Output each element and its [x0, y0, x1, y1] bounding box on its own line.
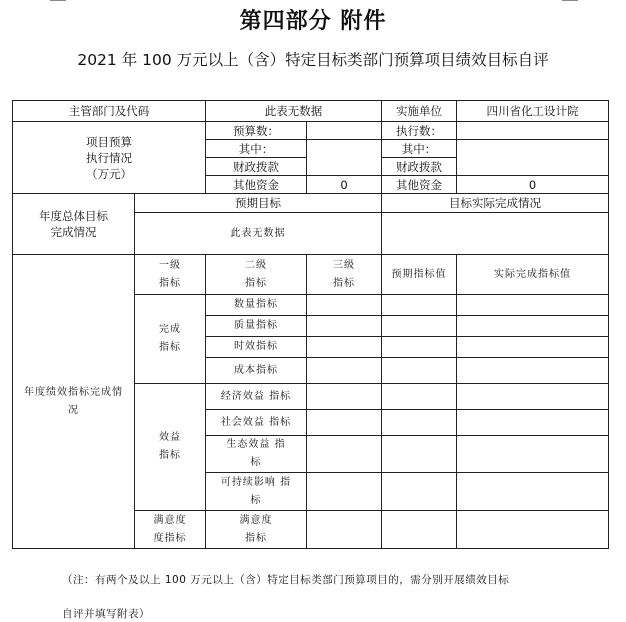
- budget-fiscal-value: [307, 140, 382, 176]
- budget-other-label: 其他资金: [206, 176, 307, 194]
- satisfaction-indicator-line1: 满意度: [153, 514, 187, 526]
- annual-goal-label: [13, 194, 135, 255]
- ecological-expected: [382, 436, 457, 473]
- budget-label: [13, 122, 206, 194]
- top-rule-right: [562, 0, 578, 1]
- benefit-indicator-line2: 指标: [159, 450, 181, 461]
- top-rule-left: [50, 0, 66, 1]
- social-expected: [382, 410, 457, 436]
- level3-header: [307, 255, 382, 295]
- exec-among-label: 其中：: [382, 140, 457, 158]
- economic-actual: [457, 384, 609, 410]
- footnote-line1: （注：有两个及以上 100 万元以上（含）特定目标类部门预算项目的，需分别开展绩效目标: [62, 574, 510, 586]
- expected-goal-label: 预期目标: [135, 194, 382, 213]
- satisfaction-indicator-label: [135, 511, 206, 549]
- annual-goal-label-line1: 年度总体目标: [39, 209, 108, 223]
- satisfaction-actual: [457, 511, 609, 549]
- cost-expected: [382, 358, 457, 384]
- evaluation-table: [12, 100, 609, 549]
- exec-other-value: 0: [457, 176, 609, 194]
- unit-label: 实施单位: [382, 101, 457, 122]
- level2-header-line1: 二级: [245, 259, 267, 271]
- budget-num-value: [307, 122, 382, 140]
- satisfaction-sub-indicator: [206, 511, 307, 549]
- dept-value: 此表无数据: [206, 101, 382, 122]
- quality-actual: [457, 316, 609, 337]
- annual-goal-label-line2: 完成情况: [50, 225, 97, 239]
- dept-label: 主管部门及代码: [13, 101, 206, 122]
- budget-other-value: 0: [307, 176, 382, 194]
- budget-among-label: 其中：: [206, 140, 307, 158]
- level2-header: [206, 255, 307, 295]
- exec-other-label: 其他资金: [382, 176, 457, 194]
- page-title: 第四部分 附件: [239, 9, 387, 34]
- quantity-lvl3: [307, 295, 382, 316]
- timeliness-indicator: 时效指标: [206, 337, 307, 358]
- budget-fiscal-label: 财政拨款: [206, 158, 307, 176]
- ecological-indicator: [206, 436, 307, 473]
- satisfaction-indicator-line2: 度指标: [153, 532, 187, 544]
- perf-indicator-label-line2: 况: [68, 404, 79, 416]
- quantity-actual: [457, 295, 609, 316]
- level2-header-line2: 指标: [245, 277, 267, 289]
- benefit-indicator-label: [135, 384, 206, 511]
- expected-goal-value: 此表无数据: [135, 213, 382, 255]
- level1-header-line1: 一级: [159, 259, 181, 271]
- sustainability-indicator: [206, 473, 307, 511]
- ecological-indicator-line2: 标: [250, 457, 262, 468]
- ecological-lvl3: [307, 436, 382, 473]
- sustainability-expected: [382, 473, 457, 511]
- budget-label-line1: 项目预算: [86, 134, 132, 149]
- perf-indicator-label-line1: 年度绩效指标完成情: [24, 386, 123, 398]
- quantity-indicator: 数量指标: [206, 295, 307, 316]
- level3-header-line1: 三级: [333, 259, 355, 271]
- economic-indicator: 经济效益 指标: [206, 384, 307, 410]
- satisfaction-sub-line2: 指标: [245, 532, 267, 544]
- timeliness-expected: [382, 337, 457, 358]
- social-lvl3: [307, 410, 382, 436]
- exec-fiscal-value: [457, 140, 609, 176]
- output-indicator-line1: 完成: [159, 324, 181, 335]
- budget-label-line2: 执行情况: [86, 150, 132, 165]
- actual-goal-value: [382, 213, 609, 255]
- budget-label-line3: （万元）: [86, 166, 132, 181]
- satisfaction-sub-line1: 满意度: [239, 514, 273, 526]
- satisfaction-lvl3: [307, 511, 382, 549]
- page-subtitle: 2021 年 100 万元以上（含）特定目标类部门预算项目绩效目标自评: [77, 51, 549, 69]
- timeliness-actual: [457, 337, 609, 358]
- expected-value-header: 预期指标值: [382, 255, 457, 295]
- sustainability-indicator-line1: 可持续影响 指: [220, 476, 292, 488]
- timeliness-lvl3: [307, 337, 382, 358]
- budget-num-label: 预算数：: [206, 122, 307, 140]
- exec-fiscal-label: 财政拨款: [382, 158, 457, 176]
- unit-value: 四川省化工设计院: [457, 101, 609, 122]
- output-indicator-line2: 指标: [159, 342, 181, 353]
- ecological-indicator-line1: 生态效益 指: [226, 439, 286, 450]
- cost-actual: [457, 358, 609, 384]
- quality-expected: [382, 316, 457, 337]
- exec-num-label: 执行数：: [382, 122, 457, 140]
- ecological-actual: [457, 436, 609, 473]
- level1-header: [135, 255, 206, 295]
- exec-num-value: [457, 122, 609, 140]
- level3-header-line2: 指标: [333, 277, 355, 289]
- actual-goal-label: 目标实际完成情况: [382, 194, 609, 213]
- sustainability-actual: [457, 473, 609, 511]
- perf-indicator-label: [13, 255, 135, 549]
- quantity-expected: [382, 295, 457, 316]
- level1-header-line2: 指标: [159, 277, 181, 289]
- social-actual: [457, 410, 609, 436]
- sustainability-indicator-line2: 标: [250, 494, 262, 506]
- output-indicator-label: [135, 295, 206, 384]
- economic-lvl3: [307, 384, 382, 410]
- benefit-indicator-line1: 效益: [159, 432, 181, 443]
- satisfaction-expected: [382, 511, 457, 549]
- economic-expected: [382, 384, 457, 410]
- cost-indicator: 成本指标: [206, 358, 307, 384]
- actual-value-header: 实际完成指标值: [457, 255, 609, 295]
- quality-lvl3: [307, 316, 382, 337]
- cost-lvl3: [307, 358, 382, 384]
- social-indicator: 社会效益 指标: [206, 410, 307, 436]
- footnote-line2: 自评并填写附表）: [62, 608, 150, 620]
- sustainability-lvl3: [307, 473, 382, 511]
- quality-indicator: 质量指标: [206, 316, 307, 337]
